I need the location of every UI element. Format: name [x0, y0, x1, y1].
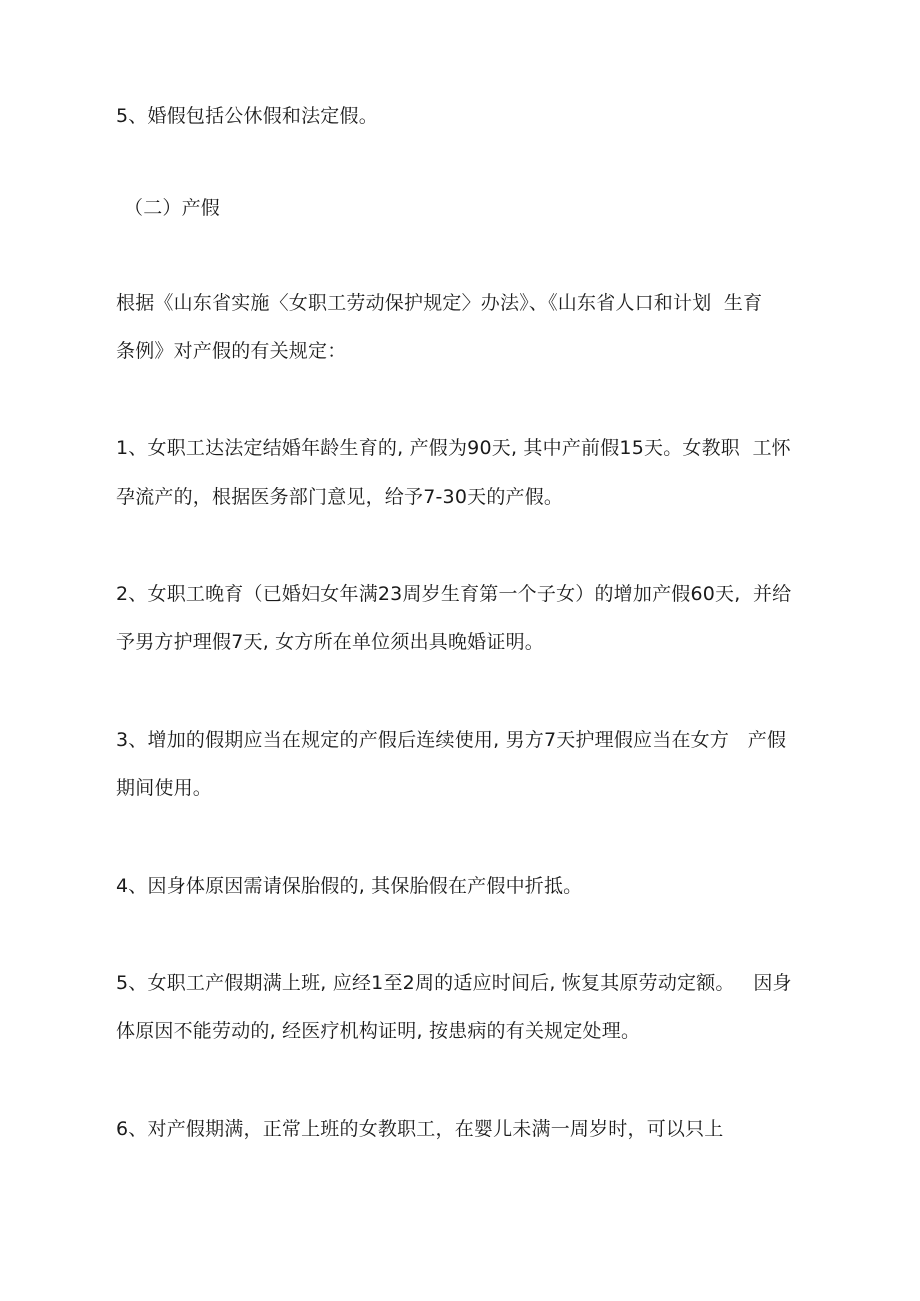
- item-2-line-1: 2、女职工晚育（已婚妇女年满23周岁生育第一个子女）的增加产假60天, 并给: [116, 583, 792, 605]
- item-1-line-1: 1、女职工达法定结婚年龄生育的, 产假为90天, 其中产前假15天。女教职 工怀: [116, 437, 791, 459]
- item-5-line-1: 5、女职工产假期满上班, 应经1至2周的适应时间后, 恢复其原劳动定额。 因身: [116, 972, 792, 994]
- item-1-line-2: 孕流产的，根据医务部门意见，给予7-30天的产假。: [116, 486, 564, 508]
- item-5-line-2: 体原因不能劳动的, 经医疗机构证明, 按患病的有关规定处理。: [116, 1020, 641, 1042]
- item-3-line-1: 3、增加的假期应当在规定的产假后连续使用, 男方7天护理假应当在女方 产假: [116, 729, 787, 751]
- section-heading-maternity-leave: （二）产假: [124, 197, 221, 219]
- item-2-line-2: 予男方护理假7天, 女方所在单位须出具晚婚证明。: [116, 631, 544, 653]
- intro-line-2: 条例》对产假的有关规定：: [116, 340, 347, 362]
- item-6-line-1: 6、对产假期满，正常上班的女教职工，在婴儿未满一周岁时，可以只上: [116, 1118, 724, 1140]
- item-4-line-1: 4、因身体原因需请保胎假的, 其保胎假在产假中折抵。: [116, 875, 583, 897]
- item-3-line-2: 期间使用。: [116, 777, 213, 799]
- marriage-leave-item-5: 5、婚假包括公休假和法定假。: [116, 105, 378, 127]
- intro-line-1: 根据《山东省实施〈女职工劳动保护规定〉办法》、《山东省人口和计划 生育: [116, 292, 763, 314]
